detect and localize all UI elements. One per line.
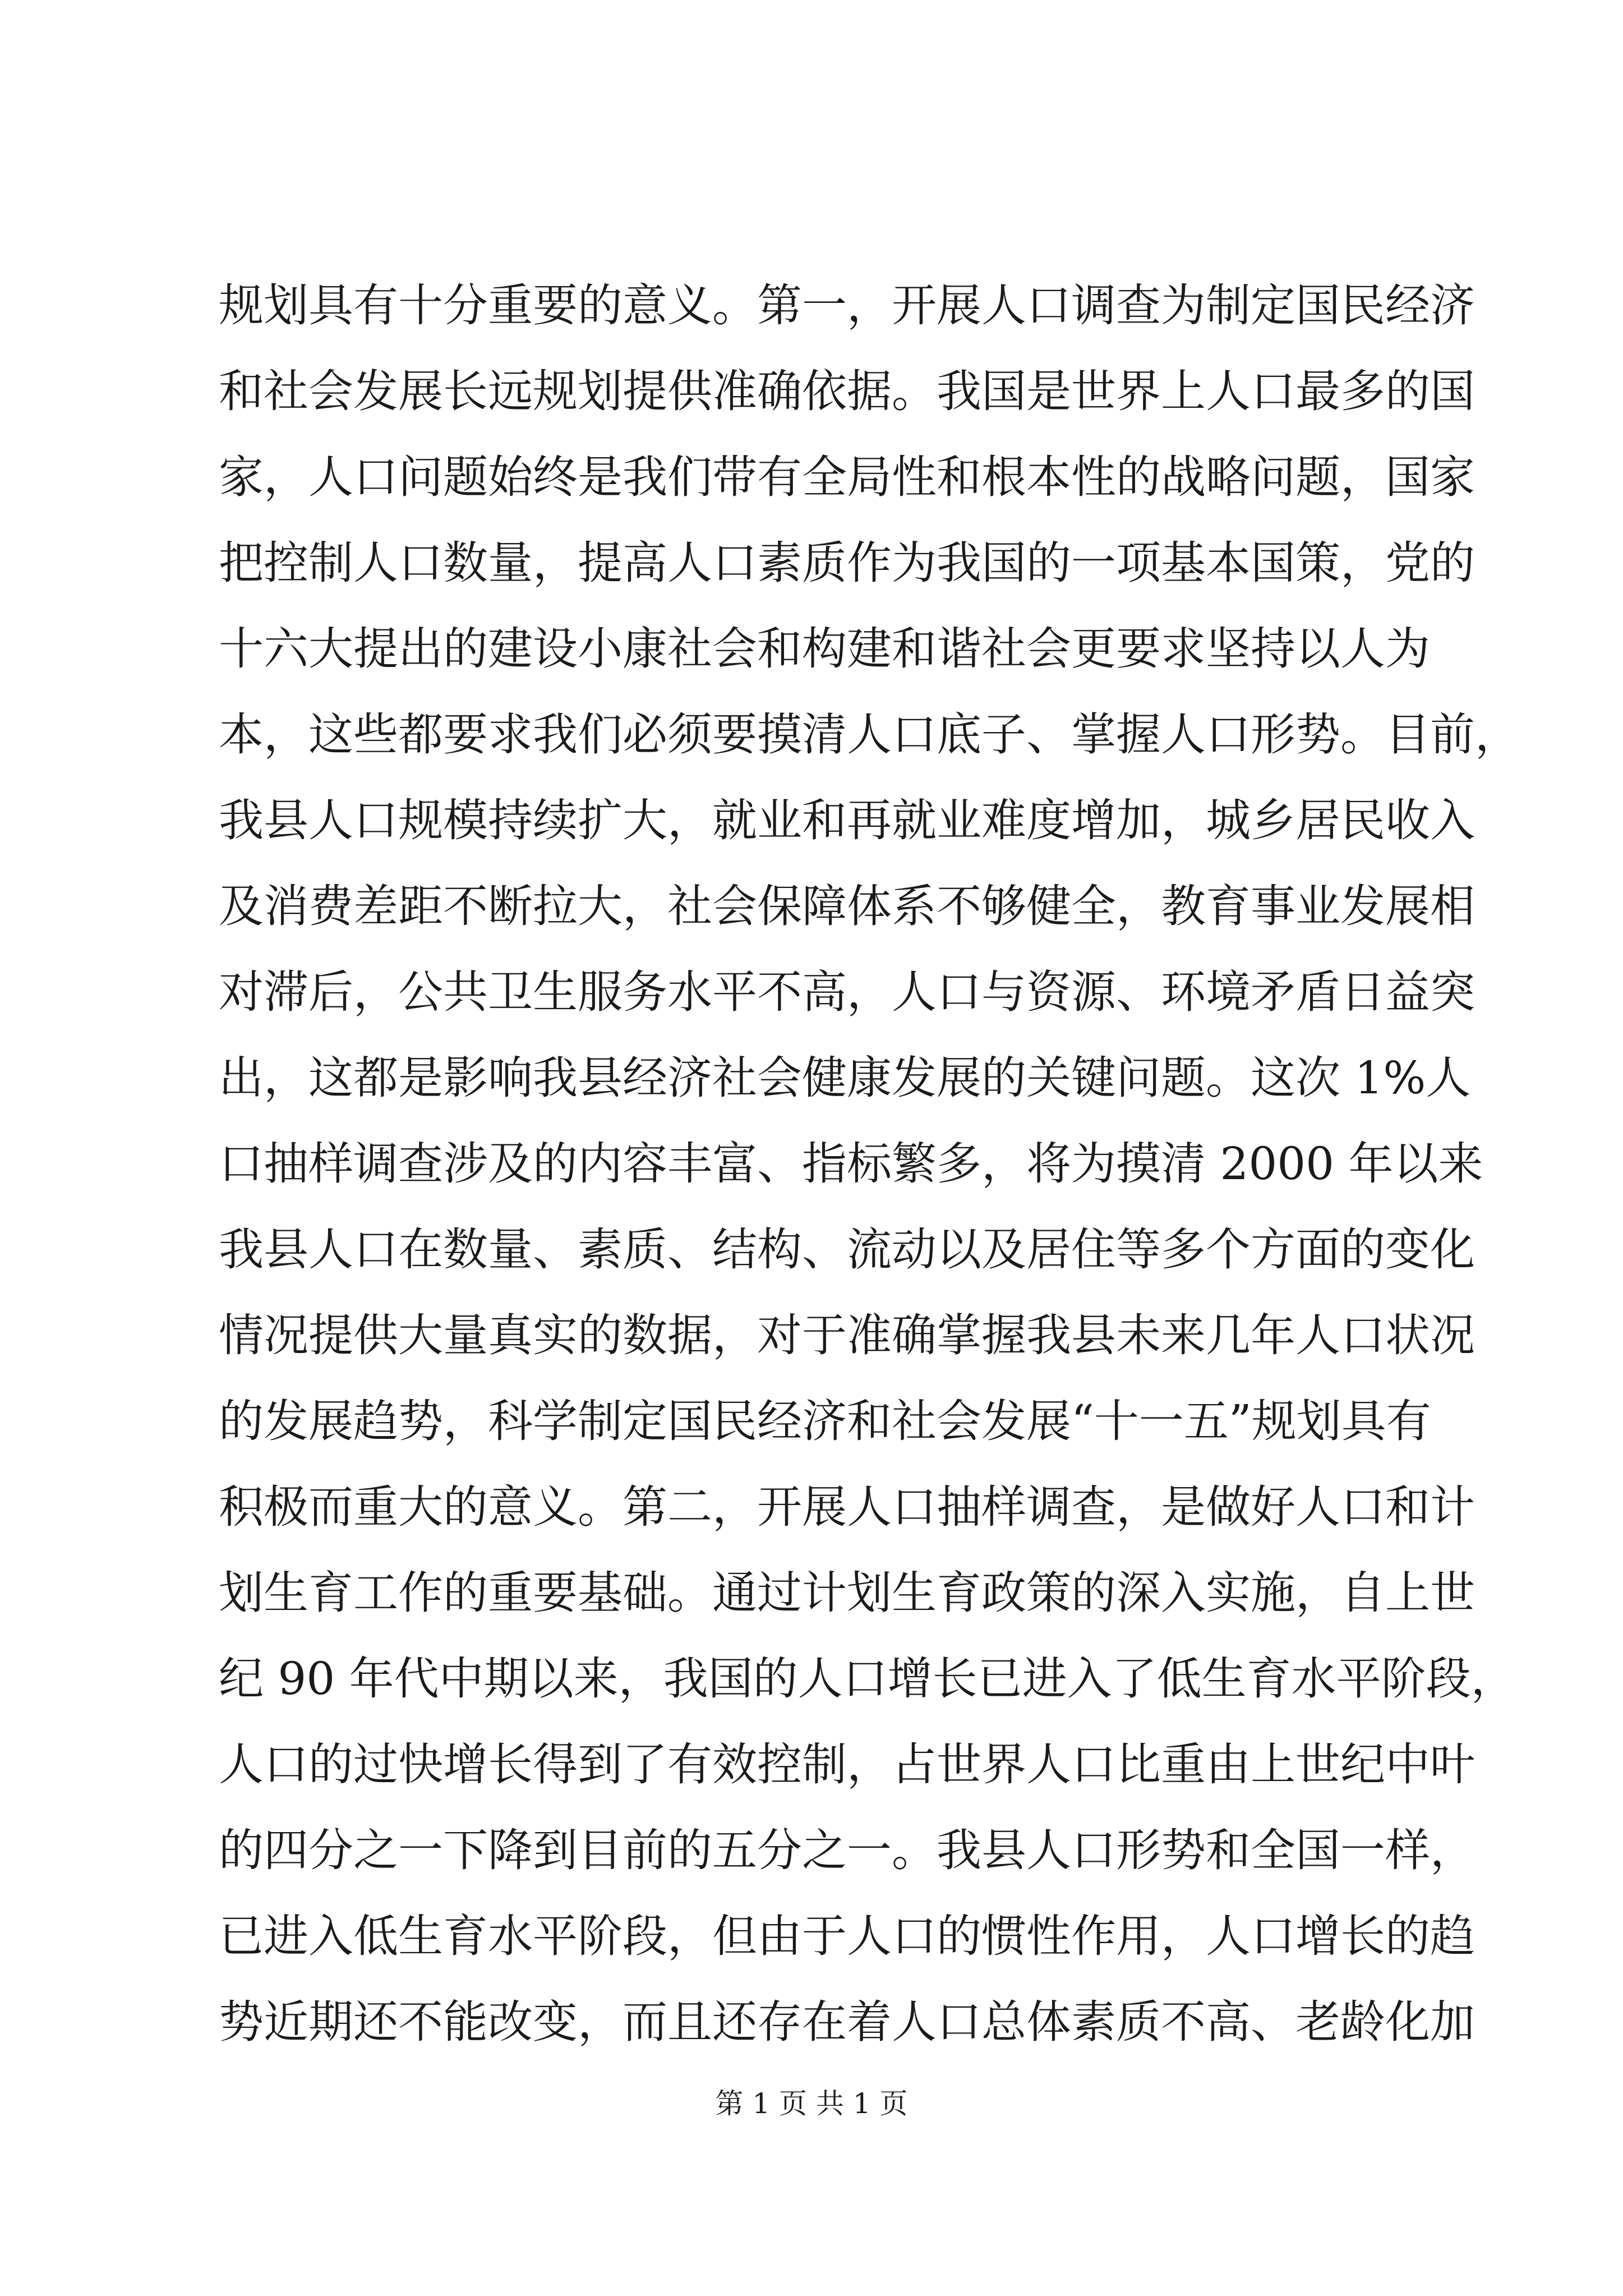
text-line: 已进入低生育水平阶段，但由于人口的惯性作用，人口增长的趋 [219, 1910, 1475, 1962]
text-line: 口抽样调查涉及的内容丰富、指标繁多，将为摸清 2000 年以来 [219, 1138, 1483, 1190]
text-line: 对滞后，公共卫生服务水平不高，人口与资源、环境矛盾日益突 [219, 966, 1475, 1018]
text-line: 纪 90 年代中期以来，我国的人口增长已进入了低生育水平阶段， [219, 1653, 1516, 1705]
text-line: 划生育工作的重要基础。通过计划生育政策的深入实施，自上世 [219, 1567, 1475, 1619]
text-line: 人口的过快增长得到了有效控制，占世界人口比重由上世纪中叶 [219, 1738, 1475, 1791]
text-line: 和社会发展长远规划提供准确依据。我国是世界上人口最多的国 [219, 365, 1475, 417]
text-line: 我县人口在数量、素质、结构、流动以及居住等多个方面的变化 [219, 1223, 1475, 1276]
text-line: 积极而重大的意义。第二，开展人口抽样调查，是做好人口和计 [219, 1481, 1475, 1533]
text-line: 势近期还不能改变，而且还存在着人口总体素质不高、老龄化加 [219, 1996, 1475, 2048]
text-line: 十六大提出的建设小康社会和构建和谐社会更要求坚持以人为 [219, 623, 1430, 675]
text-line: 出，这都是影响我县经济社会健康发展的关键问题。这次 1%人 [219, 1052, 1471, 1104]
text-line: 我县人口规模持续扩大，就业和再就业难度增加，城乡居民收入 [219, 794, 1475, 846]
page-footer [0, 2087, 1623, 2120]
text-line: 规划具有十分重要的意义。第一，开展人口调查为制定国民经济 [219, 279, 1475, 332]
text-line: 本，这些都要求我们必须要摸清人口底子、掌握人口形势。目前， [219, 708, 1520, 761]
body-text [219, 263, 1520, 2065]
text-line: 的四分之一下降到目前的五分之一。我县人口形势和全国一样， [219, 1824, 1475, 1876]
text-line: 及消费差距不断拉大，社会保障体系不够健全，教育事业发展相 [219, 880, 1475, 932]
text-line: 把控制人口数量，提高人口素质作为我国的一项基本国策，党的 [219, 537, 1475, 589]
text-line: 的发展趋势，科学制定国民经济和社会发展“十一五”规划具有 [219, 1395, 1431, 1447]
text-line: 家，人口问题始终是我们带有全局性和根本性的战略问题，国家 [219, 451, 1475, 503]
text-line: 情况提供大量真实的数据，对于准确掌握我县未来几年人口状况 [219, 1309, 1475, 1361]
page-number: 第 1 页 共 1 页 [715, 2087, 908, 2120]
